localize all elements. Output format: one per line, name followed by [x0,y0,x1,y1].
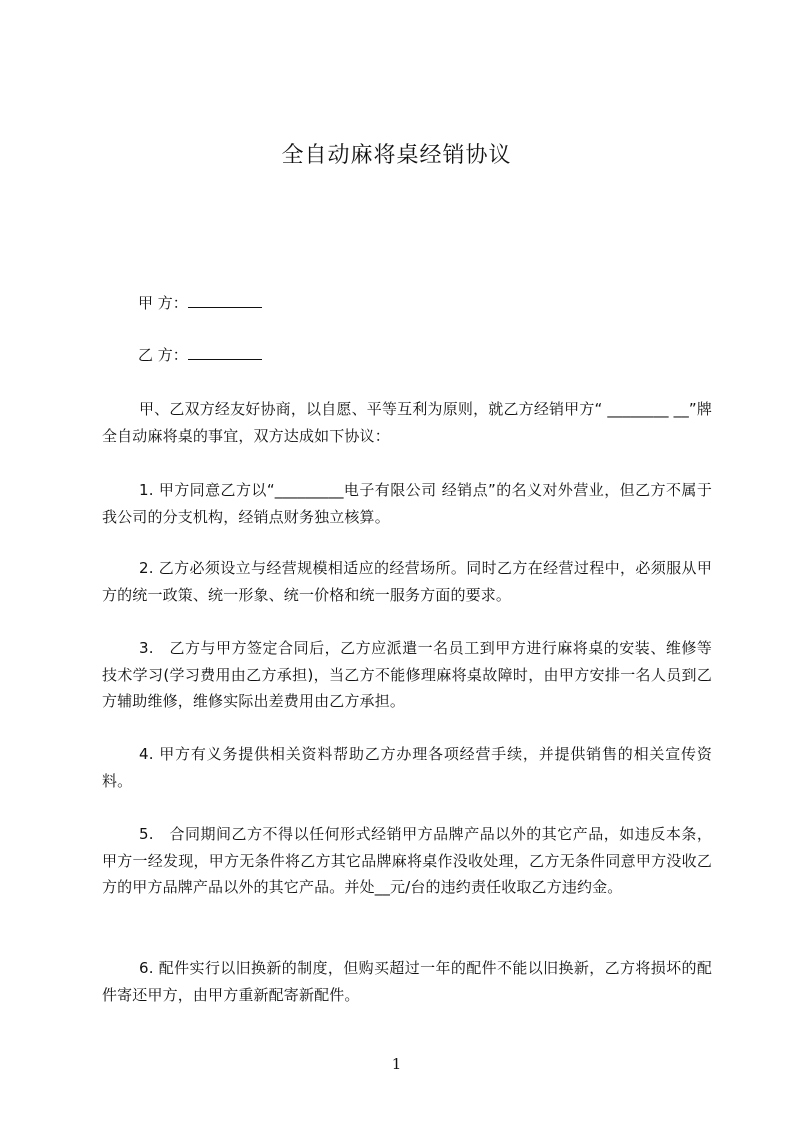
clause-5: 5. 合同期间乙方不得以任何形式经销甲方品牌产品以外的其它产品，如违反本条，甲方一经发现，甲方无条件将乙方其它品牌麻将桌作没收处理，乙方无条件同意甲方没收乙方的甲方品牌产品以外的其它产品。并处__元/台的违约责任收取乙方违约金。 [102,825,712,896]
clause-1: 1. 甲方同意乙方以“_________电子有限公司 经销点”的名义对外营业，但乙方不属于我公司的分支机构，经销点财务独立核算。 [102,481,712,526]
party-a-blank [188,293,262,308]
page-number: 1 [391,1055,402,1073]
document-title: 全自动麻将桌经销协议 [281,143,512,168]
clause-4: 4. 甲方有义务提供相关资料帮助乙方办理各项经营手续，并提供销售的相关宣传资料。 [102,745,712,790]
party-a-line [138,293,262,313]
clause-3: 3. 乙方与甲方签定合同后，乙方应派遣一名员工到甲方进行麻将桌的安装、维修等技术学习(学习费用由乙方承担)，当乙方不能修理麻将桌故障时，由甲方安排一名人员到乙方辅助维修，维修实际出差费用由乙方承担。 [102,639,712,710]
clause-6: 6. 配件实行以旧换新的制度，但购买超过一年的配件不能以旧换新，乙方将损坏的配件寄还甲方，由甲方重新配寄新配件。 [102,959,712,1004]
party-b-label: 乙 方： [138,346,188,364]
intro-paragraph: 甲、乙双方经友好协商，以自愿、平等互利为原则，就乙方经销甲方“ ________ __”牌全自动麻将桌的事宜，双方达成如下协议： [102,400,712,445]
party-b-blank [188,345,262,360]
party-b-line [138,345,262,365]
party-a-label: 甲 方： [138,294,188,312]
clause-2: 2. 乙方必须设立与经营规模相适应的经营场所。同时乙方在经营过程中，必须服从甲方的统一政策、统一形象、统一价格和统一服务方面的要求。 [102,559,712,604]
